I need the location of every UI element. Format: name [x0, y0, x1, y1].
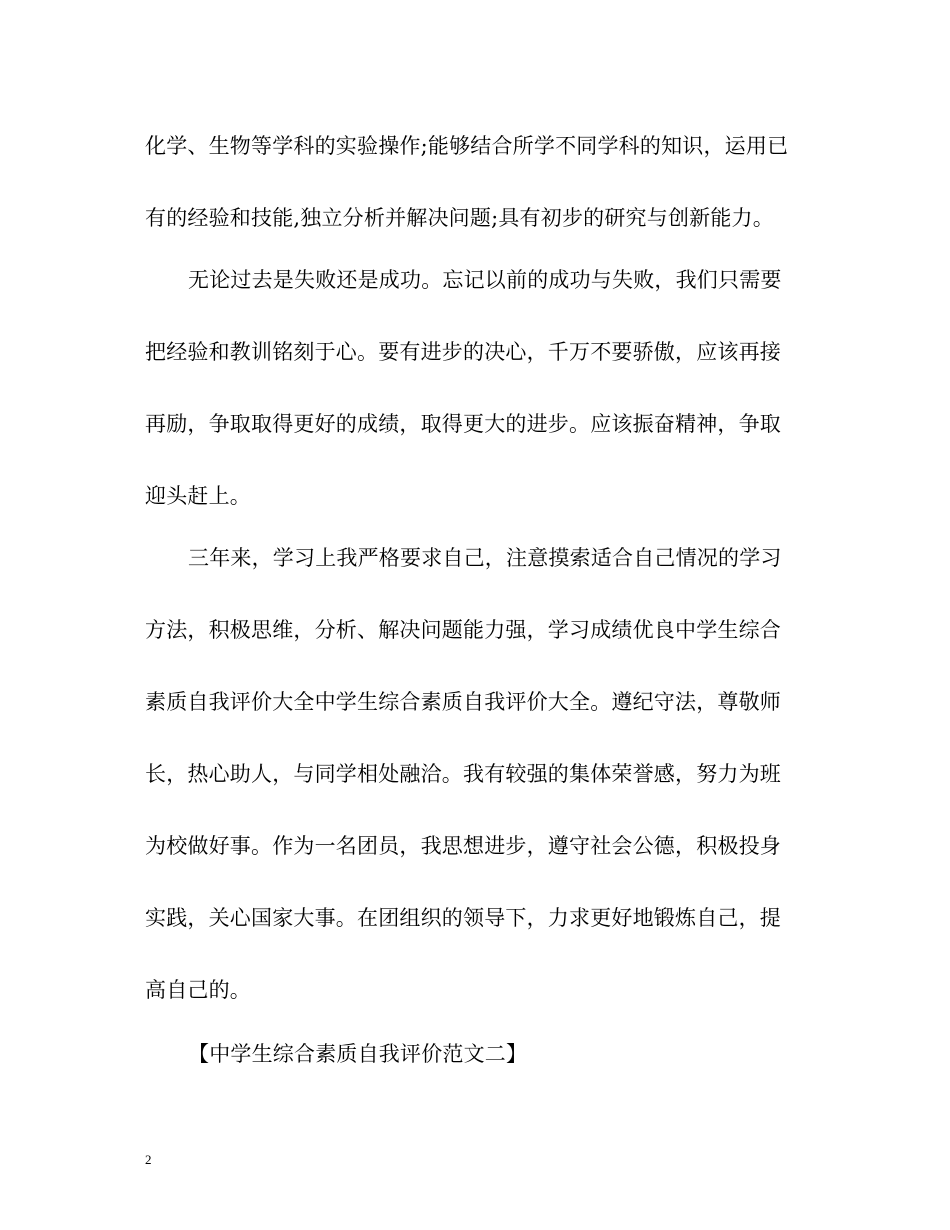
text-line: 再励，争取取得更好的成绩，取得更大的进步。应该振奋精神，争取 [145, 412, 781, 436]
text-line: 化学、生物等学科的实验操作;能够结合所学不同学科的知识，运用已 [145, 134, 789, 158]
section-heading: 【中学生综合素质自我评价范文二】 [188, 1042, 528, 1066]
text-line: 长，热心助人，与同学相处融洽。我有较强的集体荣誉感，努力为班 [145, 762, 781, 786]
text-line: 素质自我评价大全中学生综合素质自我评价大全。遵纪守法，尊敬师 [145, 690, 781, 714]
text-line: 有的经验和技能,独立分析并解决问题;具有初步的研究与创新能力。 [145, 206, 774, 230]
text-line: 把经验和教训铭刻于心。要有进步的决心，千万不要骄傲，应该再接 [145, 340, 781, 364]
text-line: 方法，积极思维，分析、解决问题能力强，学习成绩优良中学生综合 [145, 618, 781, 642]
paragraph-start-line: 三年来，学习上我严格要求自己，注意摸索适合自己情况的学习 [188, 546, 782, 570]
text-line: 高自己的。 [145, 978, 251, 1002]
page-number: 2 [145, 1152, 152, 1167]
text-line: 实践，关心国家大事。在团组织的领导下，力求更好地锻炼自己，提 [145, 906, 781, 930]
paragraph-start-line: 无论过去是失败还是成功。忘记以前的成功与失败，我们只需要 [188, 268, 782, 292]
text-line: 迎头赶上。 [145, 484, 251, 508]
text-line: 为校做好事。作为一名团员，我思想进步，遵守社会公德，积极投身 [145, 834, 781, 858]
